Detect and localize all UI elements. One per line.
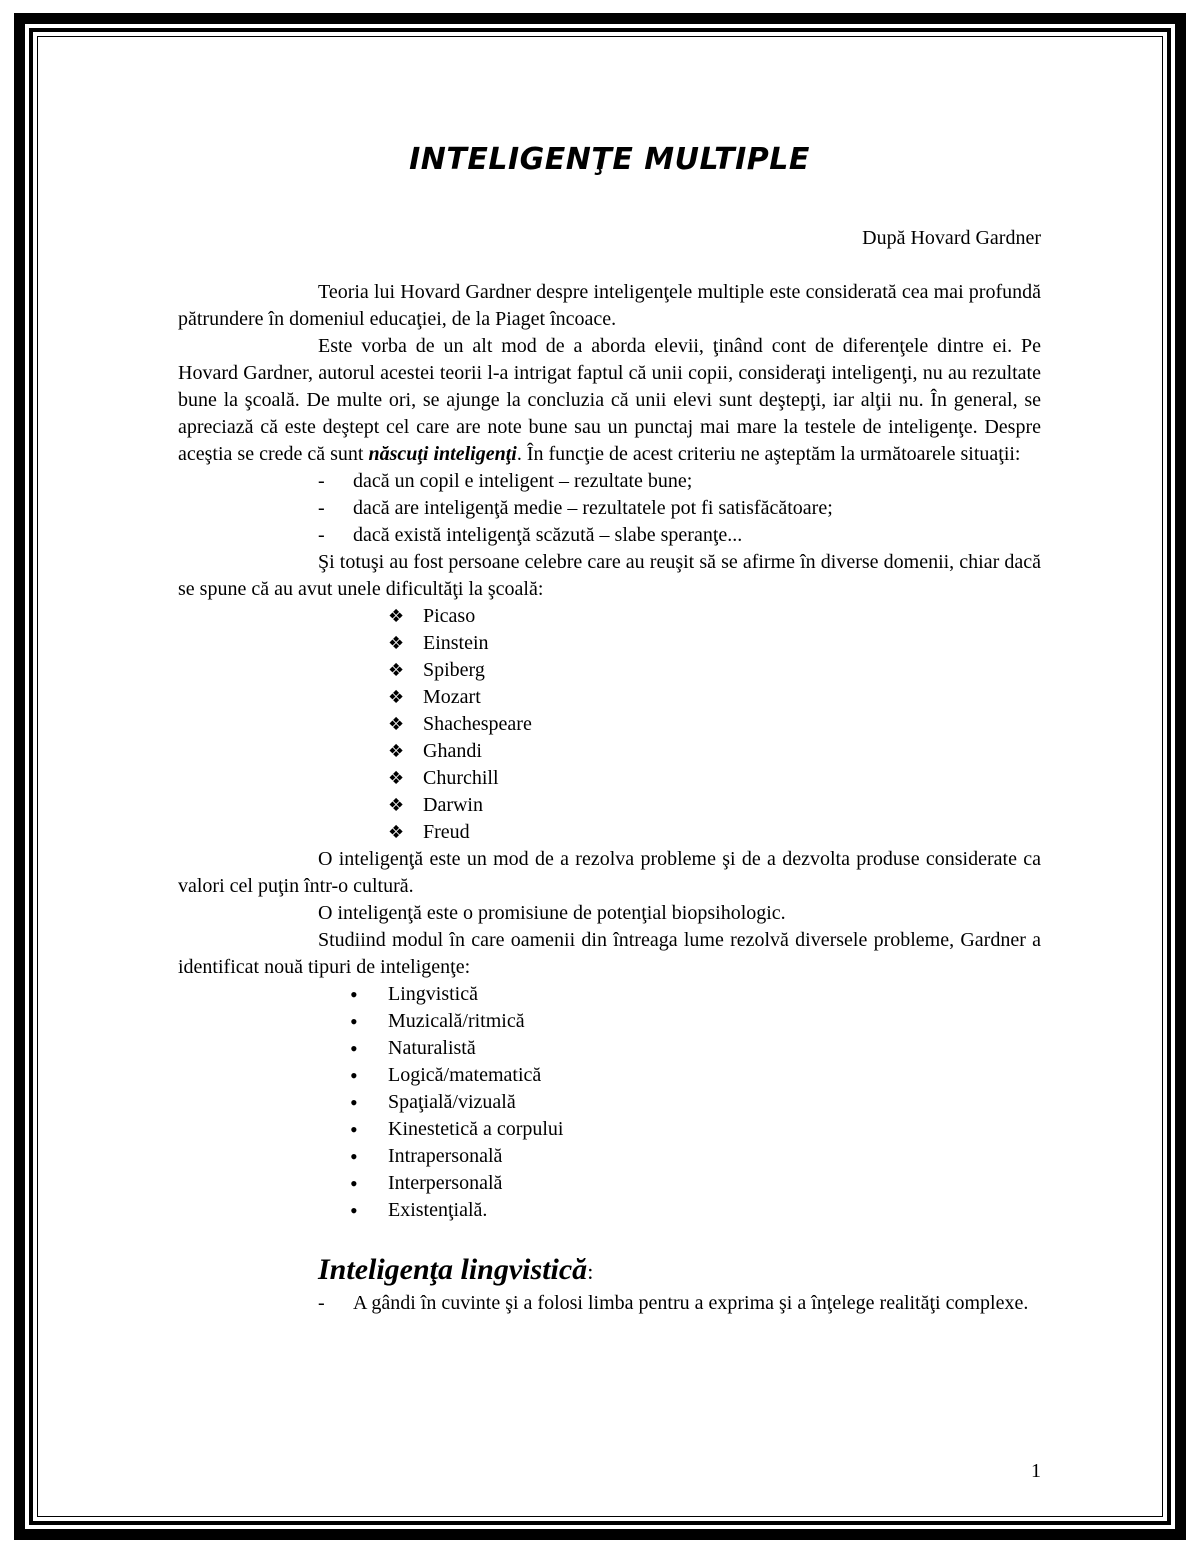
- diamond-bullet-icon: ❖: [388, 795, 405, 816]
- section-item-text: A gândi în cuvinte şi a folosi limba pentru a exprima şi a înţelege realităţi complexe.: [353, 1292, 1029, 1314]
- list-item: [178, 765, 1041, 792]
- type-name: Logică/matematică: [388, 1064, 542, 1086]
- paragraph-famous-intro: Şi totuşi au fost persoane celebre care au reuşit să se afirme în diverse domenii, chiar dacă se spune că au avut unele dificultăţi la şcoală:: [178, 551, 1041, 600]
- situation-item: [178, 522, 1041, 549]
- list-item: [178, 1143, 1041, 1170]
- list-item: [178, 1170, 1041, 1197]
- diamond-bullet-icon: ❖: [388, 768, 405, 789]
- famous-name: Freud: [423, 821, 470, 843]
- type-name: Interpersonală: [388, 1172, 503, 1194]
- page-number: 1: [1031, 1460, 1041, 1482]
- famous-name: Churchill: [423, 767, 499, 789]
- bullet-icon: •: [350, 1009, 358, 1034]
- document-body: [178, 279, 1041, 1317]
- diamond-bullet-icon: ❖: [388, 633, 405, 654]
- famous-name: Spiberg: [423, 659, 485, 681]
- list-item: [178, 981, 1041, 1008]
- bullet-icon: •: [350, 1171, 358, 1196]
- famous-name: Ghandi: [423, 740, 482, 762]
- famous-name: Shachespeare: [423, 713, 532, 735]
- diamond-bullet-icon: ❖: [388, 741, 405, 762]
- famous-name: Mozart: [423, 686, 481, 708]
- list-item: [178, 657, 1041, 684]
- famous-name: Darwin: [423, 794, 483, 816]
- list-item: [178, 630, 1041, 657]
- situation-item: [178, 495, 1041, 522]
- list-item: [178, 792, 1041, 819]
- emphasis-born-intelligent: născuţi inteligenţi: [368, 443, 517, 465]
- bullet-icon: •: [350, 982, 358, 1007]
- type-name: Naturalistă: [388, 1037, 476, 1059]
- list-item: [178, 684, 1041, 711]
- type-name: Kinestetică a corpului: [388, 1118, 564, 1140]
- diamond-bullet-icon: ❖: [388, 687, 405, 708]
- situation-text: dacă un copil e inteligent – rezultate bune;: [353, 470, 693, 492]
- paragraph-context-start: Este vorba de un alt mod de a aborda elevii, ţinând cont de diferenţele dintre ei. Pe Hovard Gardner, autorul acestei teorii l-a intrigat faptul că unii copii, consideraţi inteligenţi, nu au rezultate bune la şcoală. De multe ori, se ajunge la concluzia că unii elevi sunt deştepţi, iar alţii nu. În general, se apreciază că este deştept cel care are note bune sau un punctaj mai mare la testele de inteligenţe. Despre aceştia se crede că sunt: [178, 335, 1041, 465]
- paragraph-definition: O inteligenţă este un mod de a rezolva probleme şi de a dezvolta produse considerate ca valori cel puţin într-o cultură.: [178, 848, 1041, 897]
- dash-marker: -: [318, 524, 325, 546]
- list-item: [178, 603, 1041, 630]
- type-name: Existenţială.: [388, 1199, 488, 1221]
- dash-marker: -: [318, 470, 325, 492]
- section-item: [178, 1290, 1041, 1317]
- author-line: După Hovard Gardner: [862, 227, 1041, 249]
- famous-name: Picaso: [423, 605, 476, 627]
- dash-marker: -: [318, 497, 325, 519]
- dash-marker: -: [318, 1292, 325, 1314]
- list-item: [178, 1035, 1041, 1062]
- list-item: [178, 1089, 1041, 1116]
- type-name: Spaţială/vizuală: [388, 1091, 516, 1113]
- famous-people-list: [178, 603, 1041, 846]
- situation-text: dacă există inteligenţă scăzută – slabe speranţe...: [353, 524, 743, 546]
- paragraph-context: [178, 333, 1041, 468]
- list-item: [178, 1116, 1041, 1143]
- section-heading: [318, 1252, 1041, 1290]
- type-name: Muzicală/ritmică: [388, 1010, 525, 1032]
- diamond-bullet-icon: ❖: [388, 660, 405, 681]
- situation-item: [178, 468, 1041, 495]
- intelligence-types-list: [178, 981, 1041, 1224]
- famous-name: Einstein: [423, 632, 489, 654]
- list-item: [178, 1008, 1041, 1035]
- diamond-bullet-icon: ❖: [388, 714, 405, 735]
- diamond-bullet-icon: ❖: [388, 606, 405, 627]
- paragraph-promise: O inteligenţă este o promisiune de potenţial biopsihologic.: [318, 902, 786, 924]
- list-item: [178, 738, 1041, 765]
- paragraph-types-intro: Studiind modul în care oamenii din întreaga lume rezolvă diversele probleme, Gardner a identificat nouă tipuri de inteligenţe:: [178, 929, 1041, 978]
- list-item: [178, 819, 1041, 846]
- type-name: Intrapersonală: [388, 1145, 503, 1167]
- bullet-icon: •: [350, 1117, 358, 1142]
- situation-text: dacă are inteligenţă medie – rezultatele pot fi satisfăcătoare;: [353, 497, 833, 519]
- paragraph-context-end: . În funcţie de acest criteriu ne aşteptăm la următoarele situaţii:: [516, 443, 1021, 465]
- diamond-bullet-icon: ❖: [388, 822, 405, 843]
- section-heading-colon: :: [587, 1259, 594, 1284]
- list-item: [178, 711, 1041, 738]
- list-item: [178, 1197, 1041, 1224]
- bullet-icon: •: [350, 1198, 358, 1223]
- section-heading-text: Inteligenţa lingvistică: [318, 1253, 588, 1286]
- bullet-icon: •: [350, 1144, 358, 1169]
- document-title: INTELIGENŢE MULTIPLE: [409, 142, 810, 177]
- paragraph-intro: Teoria lui Hovard Gardner despre inteligenţele multiple este considerată cea mai profundă pătrundere în domeniul educaţiei, de la Piaget încoace.: [178, 281, 1041, 330]
- bullet-icon: •: [350, 1063, 358, 1088]
- list-item: [178, 1062, 1041, 1089]
- bullet-icon: •: [350, 1090, 358, 1115]
- bullet-icon: •: [350, 1036, 358, 1061]
- type-name: Lingvistică: [388, 983, 478, 1005]
